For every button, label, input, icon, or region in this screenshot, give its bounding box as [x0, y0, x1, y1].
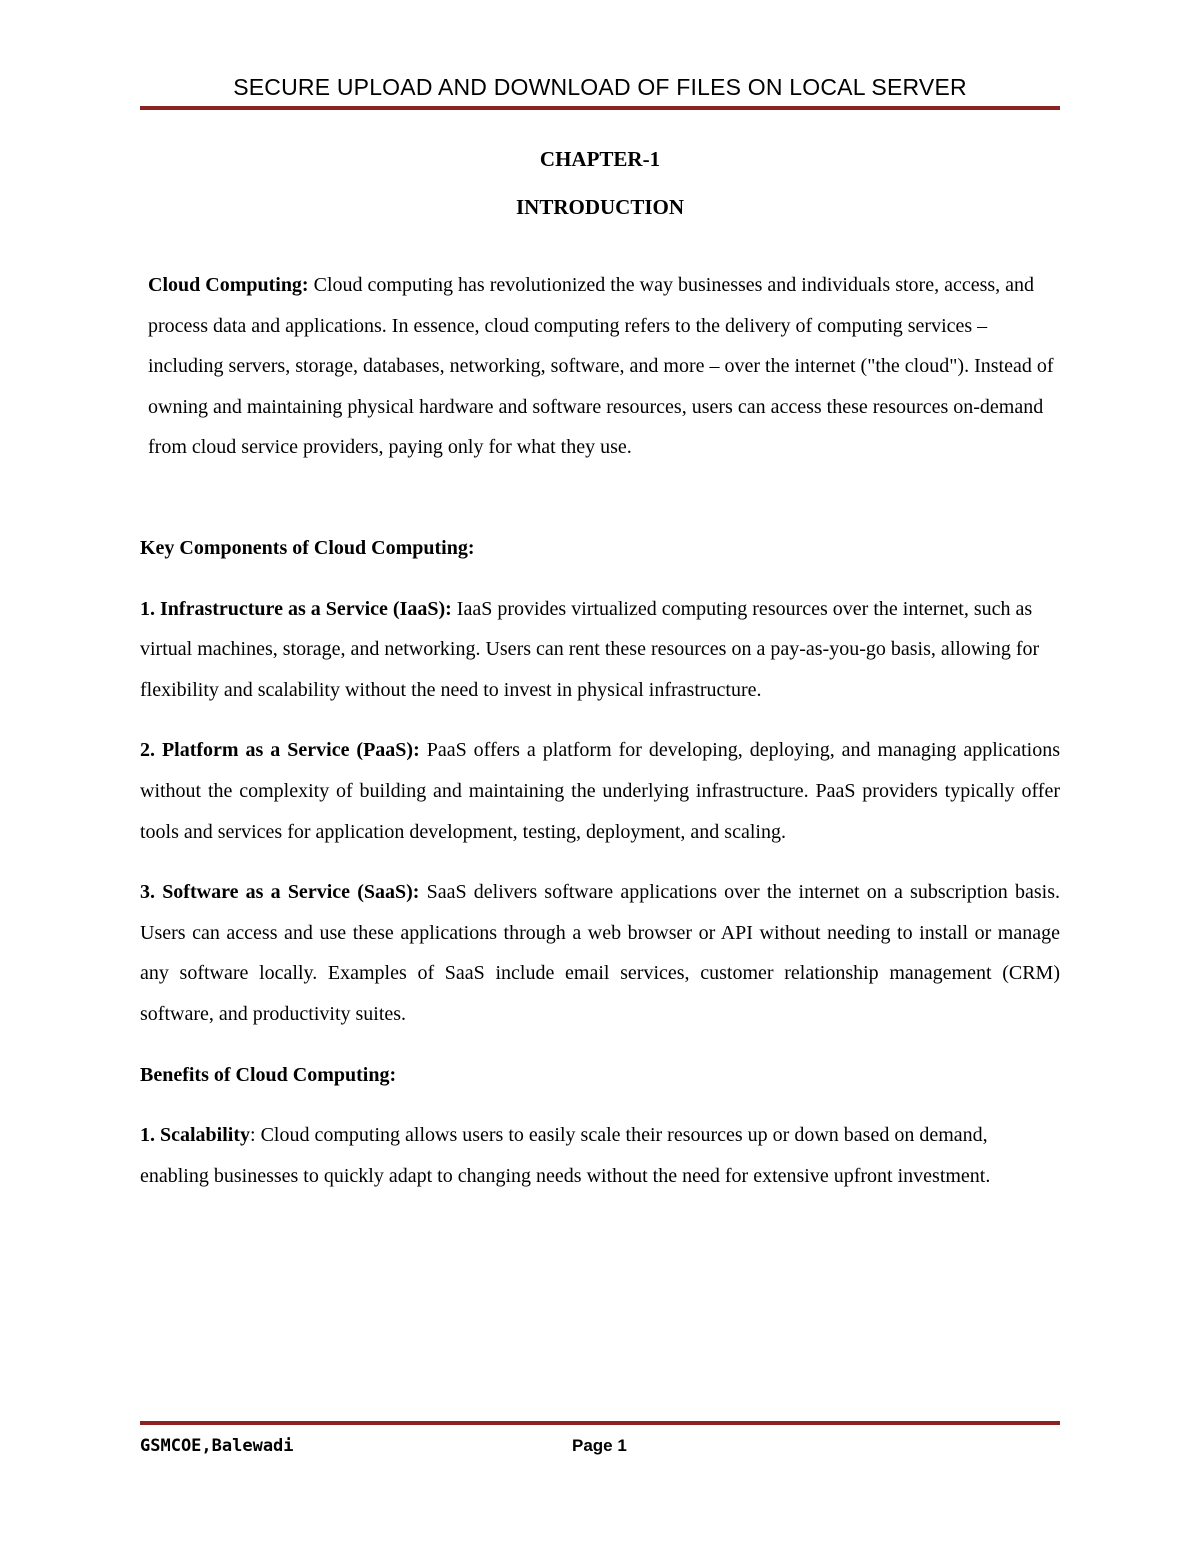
footer-rule — [140, 1421, 1060, 1425]
benefit-text: : Cloud computing allows users to easily scale their resources up or down based on demand, enabling businesses to quickly adapt to changing needs without the need for extensive upfront investment. — [140, 1124, 991, 1187]
component-item-saas — [140, 872, 1060, 1034]
benefits-heading: Benefits of Cloud Computing: — [140, 1063, 397, 1086]
component-item-paas — [140, 730, 1060, 852]
component-term: 1. Infrastructure as a Service (IaaS): — [140, 597, 452, 620]
component-term: 3. Software as a Service (SaaS): — [140, 881, 420, 904]
chapter-number: CHAPTER-1 — [539, 147, 661, 171]
component-text: PaaS offers a platform for developing, deploying, and managing applications without the complexity of building and maintaining the underlying infrastructure. PaaS providers typically offer tools and services for application development, testing, deployment, and scaling. — [140, 739, 1060, 843]
chapter-title: INTRODUCTION — [515, 195, 685, 219]
intro-paragraph — [140, 265, 1060, 468]
intro-text: Cloud computing has revolutionized the way businesses and individuals store, access, and process data and applications. In essence, cloud computing refers to the delivery of computing services – including servers, storage, databases, networking, software, and more – over the internet ("the cloud"). Instead of owning and maintaining physical hardware and software resources, users can access these resources on-demand from cloud service providers, paying only for what they use. — [148, 274, 1054, 459]
document-body — [140, 138, 1060, 1196]
footer-institution: GSMCOE,Balewadi — [140, 1436, 294, 1456]
page-number: Page 1 — [572, 1436, 627, 1455]
component-item-iaas — [140, 589, 1060, 711]
component-term: 2. Platform as a Service (PaaS): — [140, 739, 420, 762]
component-text: IaaS provides virtualized computing resources over the internet, such as virtual machines, storage, and networking. Users can rent these resources on a pay-as-you-go basis, allowing for flexibility and scalability without the need to invest in physical infrastructure. — [140, 597, 1040, 701]
page-footer — [140, 1428, 1060, 1464]
header-rule — [140, 106, 1060, 110]
benefit-item-scalability — [140, 1115, 1060, 1196]
benefit-term: 1. Scalability — [140, 1124, 251, 1147]
key-components-heading: Key Components of Cloud Computing: — [140, 536, 475, 559]
component-text: SaaS delivers software applications over the internet on a subscription basis. Users can access and use these applications through a web browser or API without needing to install or manage any software locally. Examples of SaaS include email services, customer relationship management (CRM) software, and productivity suites. — [140, 881, 1060, 1025]
intro-term: Cloud Computing: — [148, 274, 309, 296]
page-header: SECURE UPLOAD AND DOWNLOAD OF FILES ON LOCAL SERVER — [233, 74, 967, 100]
